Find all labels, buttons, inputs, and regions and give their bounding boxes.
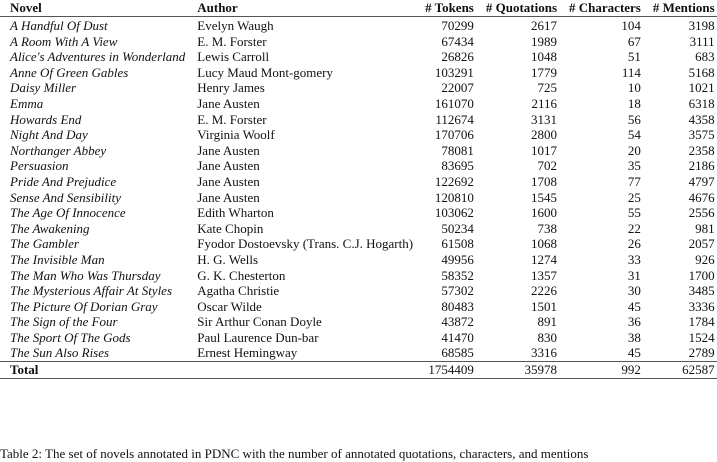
table-row bbox=[0, 112, 717, 128]
tokens-count: 122692 bbox=[434, 173, 474, 189]
mentions-count: 4676 bbox=[688, 189, 715, 205]
tokens-count: 50234 bbox=[441, 220, 474, 236]
novel-title: Anne Of Green Gables bbox=[10, 64, 129, 80]
quotations-count: 1048 bbox=[531, 49, 558, 65]
novel-title: Daisy Miller bbox=[10, 80, 77, 96]
characters-count: 77 bbox=[627, 173, 641, 189]
novel-title: The Awakening bbox=[10, 220, 90, 236]
total-label: Total bbox=[0, 362, 187, 379]
author-name: E. M. Forster bbox=[197, 33, 267, 49]
novel-title: Sense And Sensibility bbox=[10, 189, 121, 205]
characters-count: 45 bbox=[627, 298, 641, 314]
table-row bbox=[0, 252, 717, 268]
header-novel: Novel bbox=[0, 0, 187, 17]
characters-count: 33 bbox=[627, 251, 641, 267]
mentions-count: 1700 bbox=[688, 267, 715, 283]
tokens-count: 103291 bbox=[434, 64, 474, 80]
total-characters: 992 bbox=[559, 362, 643, 379]
characters-count: 26 bbox=[627, 236, 641, 252]
quotations-count: 1545 bbox=[531, 189, 558, 205]
author-name: Paul Laurence Dun-bar bbox=[197, 329, 319, 345]
author-name: H. G. Wells bbox=[197, 251, 259, 267]
quotations-count: 1779 bbox=[531, 64, 558, 80]
author-name: Edith Wharton bbox=[197, 205, 274, 221]
tokens-count: 70299 bbox=[441, 18, 474, 33]
characters-count: 55 bbox=[627, 205, 641, 221]
header-row bbox=[0, 0, 717, 17]
table-body bbox=[0, 17, 717, 362]
characters-count: 114 bbox=[621, 64, 641, 80]
author-name: Lewis Carroll bbox=[197, 49, 270, 65]
table-row bbox=[0, 174, 717, 190]
mentions-count: 3336 bbox=[688, 298, 715, 314]
tokens-count: 26826 bbox=[441, 49, 474, 65]
mentions-count: 3198 bbox=[688, 18, 715, 33]
mentions-count: 4797 bbox=[688, 173, 715, 189]
header-characters: # Characters bbox=[559, 0, 643, 17]
mentions-count: 1784 bbox=[688, 314, 715, 330]
table-row bbox=[0, 49, 717, 65]
mentions-count: 4358 bbox=[688, 111, 715, 127]
mentions-count: 3485 bbox=[688, 283, 715, 299]
total-author-empty bbox=[187, 362, 415, 379]
novel-title: Northanger Abbey bbox=[10, 142, 107, 158]
tokens-count: 41470 bbox=[441, 329, 474, 345]
characters-count: 45 bbox=[627, 345, 641, 361]
tokens-count: 67434 bbox=[441, 33, 474, 49]
table-row bbox=[0, 80, 717, 96]
novel-title: The Invisible Man bbox=[10, 251, 105, 267]
quotations-count: 1274 bbox=[531, 251, 558, 267]
mentions-count: 1524 bbox=[688, 329, 715, 345]
novel-title: The Sport Of The Gods bbox=[10, 329, 131, 345]
author-name: Jane Austen bbox=[197, 189, 260, 205]
quotations-count: 3131 bbox=[531, 111, 558, 127]
novel-title: Howards End bbox=[10, 111, 82, 127]
total-tokens: 1754409 bbox=[415, 362, 476, 379]
table-row bbox=[0, 314, 717, 330]
mentions-count: 3111 bbox=[689, 33, 715, 49]
novel-title: Night And Day bbox=[10, 127, 88, 143]
tokens-count: 43872 bbox=[441, 314, 474, 330]
characters-count: 54 bbox=[627, 127, 641, 143]
table-row bbox=[0, 65, 717, 81]
author-name: Lucy Maud Mont-gomery bbox=[197, 64, 334, 80]
table-row bbox=[0, 330, 717, 346]
novel-title: A Room With A View bbox=[10, 33, 118, 49]
tokens-count: 22007 bbox=[441, 80, 474, 96]
tokens-count: 58352 bbox=[441, 267, 474, 283]
author-name: E. M. Forster bbox=[197, 111, 267, 127]
table-row bbox=[0, 345, 717, 361]
author-name: Sir Arthur Conan Doyle bbox=[197, 314, 322, 330]
table-caption: Table 2: The set of novels annotated in PDNC with the number of annotated quotations, characters, and mentions bbox=[0, 446, 589, 461]
tokens-count: 112674 bbox=[435, 111, 474, 127]
novel-title: Persuasion bbox=[10, 158, 69, 174]
characters-count: 30 bbox=[627, 283, 641, 299]
quotations-count: 2226 bbox=[531, 283, 558, 299]
author-name: Jane Austen bbox=[197, 142, 260, 158]
table-row bbox=[0, 283, 717, 299]
mentions-count: 2358 bbox=[688, 142, 715, 158]
author-name: Evelyn Waugh bbox=[197, 18, 274, 33]
mentions-count: 981 bbox=[695, 220, 715, 236]
author-name: Henry James bbox=[197, 80, 265, 96]
total-quotations: 35978 bbox=[476, 362, 559, 379]
quotations-count: 702 bbox=[537, 158, 558, 174]
mentions-count: 5168 bbox=[688, 64, 715, 80]
table-row bbox=[0, 127, 717, 143]
novel-title: The Picture Of Dorian Gray bbox=[10, 298, 158, 314]
header-mentions: # Mentions bbox=[643, 0, 717, 17]
table-row bbox=[0, 34, 717, 50]
characters-count: 67 bbox=[627, 33, 641, 49]
tokens-count: 170706 bbox=[434, 127, 474, 143]
table-row bbox=[0, 17, 717, 34]
author-name: Virginia Woolf bbox=[197, 127, 275, 143]
tokens-count: 103062 bbox=[434, 205, 474, 221]
novel-title: The Gambler bbox=[10, 236, 79, 252]
tokens-count: 68585 bbox=[441, 345, 474, 361]
quotations-count: 1357 bbox=[531, 267, 558, 283]
tokens-count: 80483 bbox=[441, 298, 474, 314]
quotations-count: 2617 bbox=[531, 18, 558, 33]
author-name: Jane Austen bbox=[197, 173, 260, 189]
quotations-count: 738 bbox=[537, 220, 558, 236]
novel-title: Alice's Adventures in Wonderland bbox=[10, 49, 186, 65]
table-row bbox=[0, 236, 717, 252]
novel-title: The Sign of the Four bbox=[10, 314, 118, 330]
characters-count: 10 bbox=[627, 80, 641, 96]
author-name: Jane Austen bbox=[197, 95, 260, 111]
quotations-count: 1989 bbox=[531, 33, 558, 49]
novel-title: The Mysterious Affair At Styles bbox=[10, 283, 173, 299]
header-quotations: # Quotations bbox=[476, 0, 559, 17]
quotations-count: 2800 bbox=[531, 127, 558, 143]
table-row bbox=[0, 299, 717, 315]
author-name: Ernest Hemingway bbox=[197, 345, 298, 361]
table-row bbox=[0, 143, 717, 159]
characters-count: 25 bbox=[627, 189, 641, 205]
quotations-count: 2116 bbox=[531, 95, 558, 111]
novel-title: A Handful Of Dust bbox=[10, 18, 108, 33]
mentions-count: 2057 bbox=[688, 236, 715, 252]
author-name: Agatha Christie bbox=[197, 283, 280, 299]
mentions-count: 3575 bbox=[688, 127, 715, 143]
mentions-count: 926 bbox=[695, 251, 715, 267]
author-name: Fyodor Dostoevsky (Trans. C.J. Hogarth) bbox=[197, 236, 414, 252]
header-tokens: # Tokens bbox=[415, 0, 476, 17]
tokens-count: 61508 bbox=[441, 236, 474, 252]
mentions-count: 2789 bbox=[688, 345, 715, 361]
author-name: Jane Austen bbox=[197, 158, 260, 174]
mentions-count: 2556 bbox=[688, 205, 715, 221]
tokens-count: 78081 bbox=[441, 142, 474, 158]
tokens-count: 83695 bbox=[441, 158, 474, 174]
tokens-count: 161070 bbox=[434, 95, 474, 111]
author-name: G. K. Chesterton bbox=[197, 267, 286, 283]
total-mentions: 62587 bbox=[643, 362, 717, 379]
novel-title: The Age Of Innocence bbox=[10, 205, 126, 221]
mentions-count: 683 bbox=[695, 49, 715, 65]
mentions-count: 2186 bbox=[688, 158, 715, 174]
mentions-count: 1021 bbox=[688, 80, 715, 96]
tokens-count: 57302 bbox=[441, 283, 474, 299]
characters-count: 22 bbox=[627, 220, 641, 236]
quotations-count: 3316 bbox=[531, 345, 558, 361]
table-row bbox=[0, 221, 717, 237]
characters-count: 38 bbox=[627, 329, 641, 345]
table-row bbox=[0, 158, 717, 174]
characters-count: 51 bbox=[627, 49, 641, 65]
characters-count: 20 bbox=[627, 142, 641, 158]
quotations-count: 1068 bbox=[531, 236, 558, 252]
mentions-count: 6318 bbox=[688, 95, 715, 111]
total-row bbox=[0, 362, 717, 379]
characters-count: 104 bbox=[621, 18, 641, 33]
table-row bbox=[0, 268, 717, 284]
novel-title: Emma bbox=[10, 95, 44, 111]
characters-count: 35 bbox=[627, 158, 641, 174]
quotations-count: 891 bbox=[537, 314, 558, 330]
quotations-count: 1017 bbox=[531, 142, 558, 158]
table-row bbox=[0, 205, 717, 221]
characters-count: 36 bbox=[627, 314, 641, 330]
characters-count: 56 bbox=[627, 111, 641, 127]
characters-count: 31 bbox=[627, 267, 641, 283]
quotations-count: 1708 bbox=[531, 173, 558, 189]
characters-count: 18 bbox=[627, 95, 641, 111]
novel-title: The Sun Also Rises bbox=[10, 345, 110, 361]
author-name: Kate Chopin bbox=[197, 220, 264, 236]
quotations-count: 1501 bbox=[531, 298, 558, 314]
quotations-count: 725 bbox=[537, 80, 558, 96]
quotations-count: 830 bbox=[537, 329, 558, 345]
quotations-count: 1600 bbox=[531, 205, 558, 221]
tokens-count: 120810 bbox=[434, 189, 474, 205]
novel-title: Pride And Prejudice bbox=[10, 173, 117, 189]
table-row bbox=[0, 190, 717, 206]
tokens-count: 49956 bbox=[441, 251, 474, 267]
header-author: Author bbox=[187, 0, 415, 17]
author-name: Oscar Wilde bbox=[197, 298, 262, 314]
table-row bbox=[0, 96, 717, 112]
novel-title: The Man Who Was Thursday bbox=[10, 267, 161, 283]
